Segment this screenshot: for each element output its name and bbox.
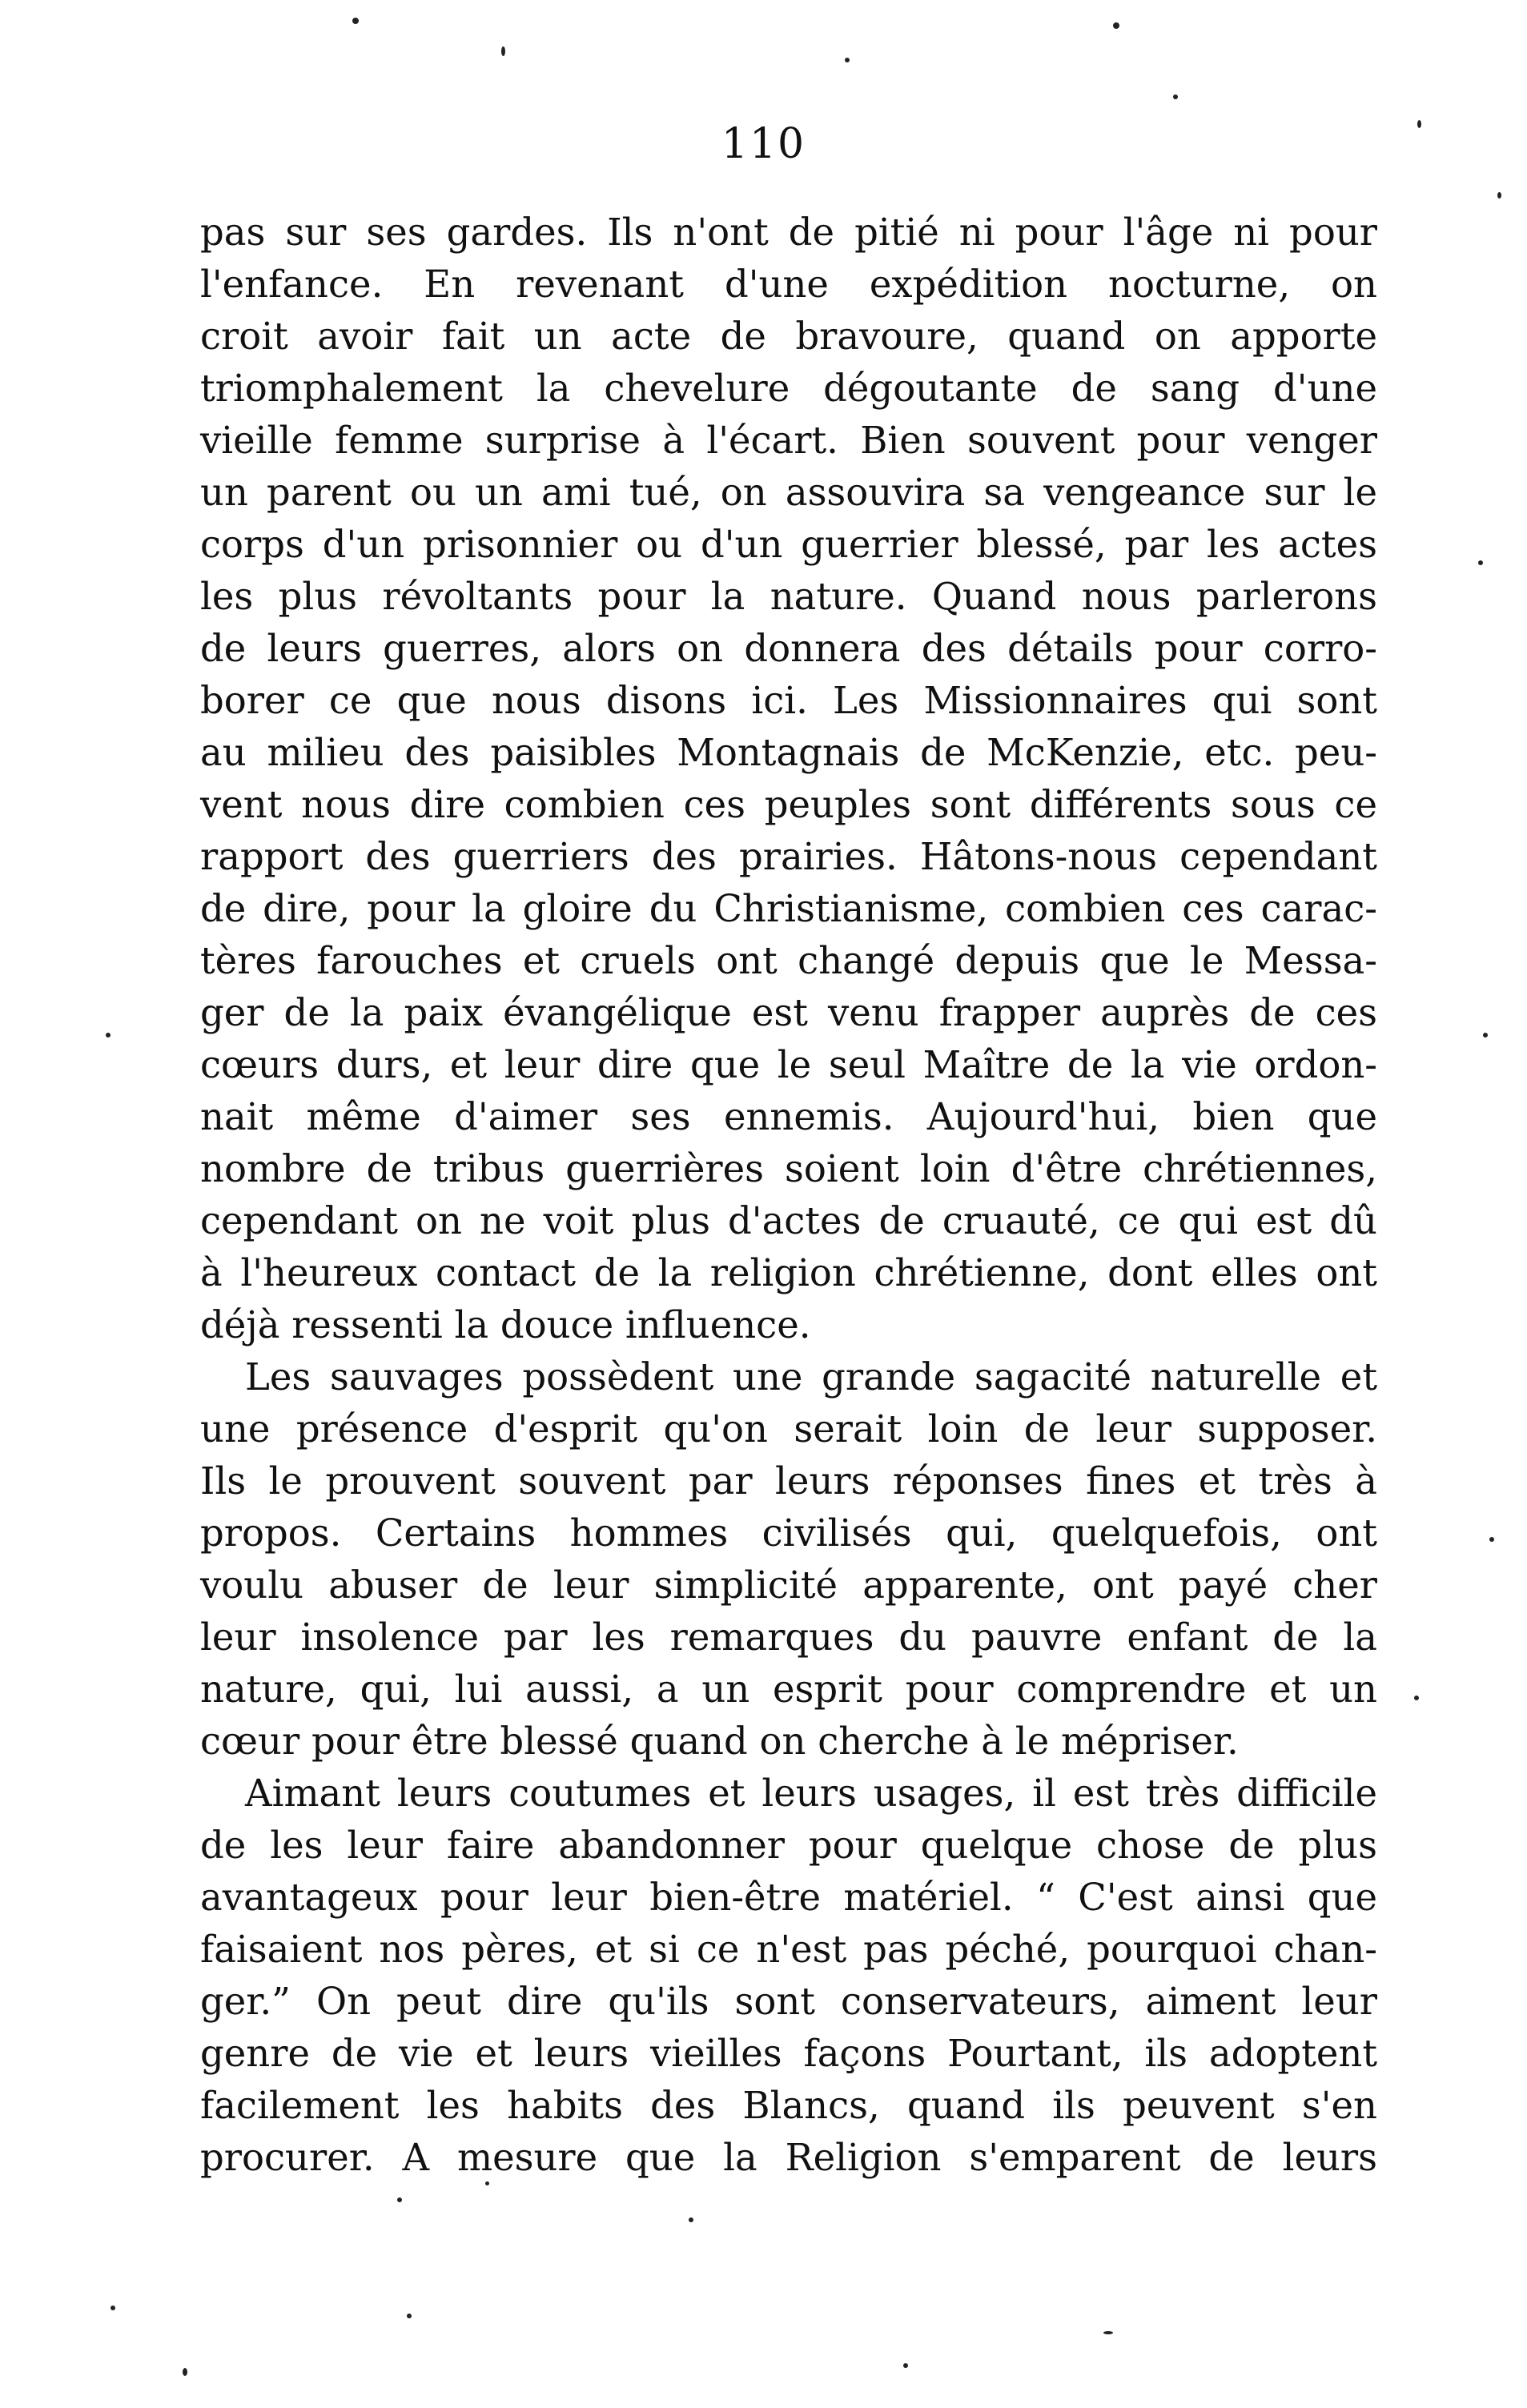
scan-speck — [397, 2197, 402, 2202]
scan-speck — [845, 58, 850, 62]
text-line: propos. Certains hommes civilisés qui, quelquefois, ont — [200, 1511, 1377, 1555]
scan-speck — [1103, 2331, 1113, 2334]
text-line: les plus révoltants pour la nature. Quand nous parlerons — [200, 575, 1377, 618]
text-line: rapport des guerriers des prairies. Hâtons-nous cependant — [200, 835, 1377, 878]
scan-speck — [407, 2314, 412, 2318]
body-text — [200, 207, 1377, 2184]
text-line: faisaient nos pères, et si ce n'est pas péché, pourquoi chan- — [200, 1928, 1377, 1971]
scan-speck — [1417, 120, 1421, 128]
text-line: cœurs durs, et leur dire que le seul Maître de la vie ordon- — [200, 1043, 1377, 1086]
scan-speck — [903, 2363, 908, 2368]
text-line: genre de vie et leurs vieilles façons Pourtant, ils adoptent — [200, 2032, 1377, 2075]
text-line: ger de la paix évangélique est venu frapper auprès de ces — [200, 991, 1377, 1034]
text-line: de les leur faire abandonner pour quelque chose de plus — [200, 1824, 1377, 1867]
text-line: l'enfance. En revenant d'une expédition nocturne, on — [200, 263, 1377, 306]
text-line: de leurs guerres, alors on donnera des détails pour corro- — [200, 627, 1377, 670]
text-line: Ils le prouvent souvent par leurs réponses fines et très à — [200, 1459, 1377, 1503]
text-line: cœur pour être blessé quand on cherche à le mépriser. — [200, 1720, 1239, 1763]
text-line: ger.” On peut dire qu'ils sont conservateurs, aiment leur — [200, 1980, 1377, 2023]
scan-speck — [106, 1033, 111, 1037]
text-line: de dire, pour la gloire du Christianisme, combien ces carac- — [200, 887, 1377, 930]
text-line: croit avoir fait un acte de bravoure, quand on apporte — [200, 315, 1377, 358]
scan-speck — [1478, 560, 1483, 565]
text-line: vieille femme surprise à l'écart. Bien souvent pour venger — [200, 419, 1377, 462]
text-line: nature, qui, lui aussi, a un esprit pour comprendre et un — [200, 1668, 1377, 1711]
scan-speck — [1497, 192, 1501, 199]
scan-speck — [485, 2181, 489, 2185]
text-line: pas sur ses gardes. Ils n'ont de pitié ni pour l'âge ni pour — [200, 211, 1377, 254]
scan-speck — [1173, 94, 1178, 99]
text-line: au milieu des paisibles Montagnais de McKenzie, etc. peu- — [200, 731, 1377, 774]
text-line: Les sauvages possèdent une grande sagacité naturelle et — [245, 1355, 1377, 1399]
text-line: corps d'un prisonnier ou d'un guerrier blessé, par les actes — [200, 523, 1377, 566]
text-line: nait même d'aimer ses ennemis. Aujourd'hui, bien que — [200, 1095, 1377, 1138]
scan-speck — [352, 18, 359, 24]
text-line: facilement les habits des Blancs, quand ils peuvent s'en — [200, 2084, 1377, 2127]
scan-speck — [1489, 1537, 1494, 1542]
text-line: cependant on ne voit plus d'actes de cruauté, ce qui est dû — [200, 1199, 1377, 1242]
text-line: triomphalement la chevelure dégoutante de sang d'une — [200, 367, 1377, 410]
page-number: 110 — [721, 120, 806, 168]
text-line: leur insolence par les remarques du pauvre enfant de la — [200, 1615, 1377, 1659]
scan-speck — [1414, 1696, 1419, 1700]
text-line: déjà ressenti la douce influence. — [200, 1303, 811, 1346]
text-line: tères farouches et cruels ont changé depuis que le Messa- — [200, 939, 1377, 982]
text-line: une présence d'esprit qu'on serait loin de leur supposer. — [200, 1407, 1377, 1451]
scan-speck — [501, 46, 505, 56]
scan-speck — [1483, 1033, 1488, 1037]
text-line: nombre de tribus guerrières soient loin d'être chrétiennes, — [200, 1147, 1377, 1190]
text-line: avantageux pour leur bien-être matériel. “ C'est ainsi que — [200, 1876, 1377, 1919]
text-line: vent nous dire combien ces peuples sont différents sous ce — [200, 783, 1377, 826]
text-line: voulu abuser de leur simplicité apparente, ont payé cher — [200, 1563, 1377, 1607]
scan-speck — [111, 2306, 115, 2310]
text-line: un parent ou un ami tué, on assouvira sa vengeance sur le — [200, 471, 1377, 514]
scan-speck — [1113, 22, 1119, 29]
text-line: borer ce que nous disons ici. Les Missionnaires qui sont — [200, 679, 1377, 722]
text-line: procurer. A mesure que la Religion s'emparent de leurs — [200, 2136, 1377, 2179]
scan-speck — [689, 2217, 693, 2222]
text-line: Aimant leurs coutumes et leurs usages, il est très difficile — [245, 1772, 1377, 1815]
text-line: à l'heureux contact de la religion chrétienne, dont elles ont — [200, 1251, 1377, 1294]
scan-speck — [183, 2368, 187, 2376]
